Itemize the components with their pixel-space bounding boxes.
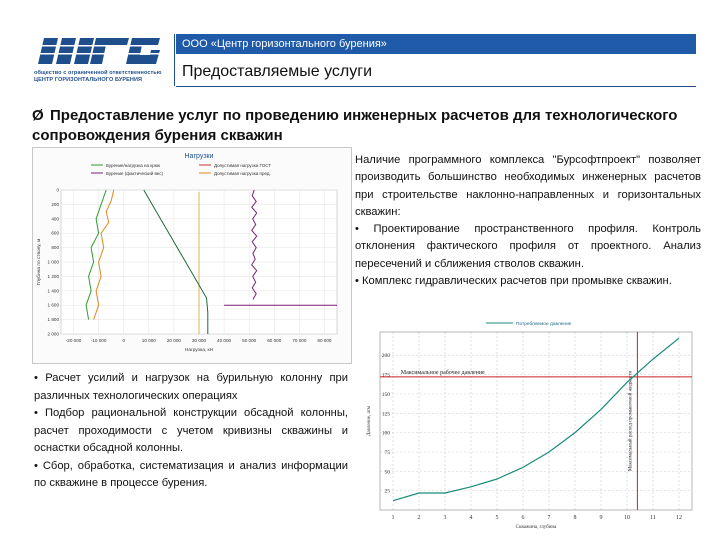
x-tick-label: 60 000 xyxy=(267,338,282,343)
y-tick-label: 2 000 xyxy=(47,331,59,337)
y-tick-label: 1 000 xyxy=(47,259,59,265)
x-tick-label: -10 000 xyxy=(90,338,107,343)
y-tick-label: 75 xyxy=(384,449,390,456)
logo-subtitle-line2: ЦЕНТР ГОРИЗОНТАЛЬНОГО БУРЕНИЯ xyxy=(34,76,143,83)
bullet-hydraulics: • Комплекс гидравлических расчетов при промывке скважин. xyxy=(355,275,672,288)
y-tick-label: 50 xyxy=(384,469,390,476)
x-tick-label: 50 000 xyxy=(242,338,257,343)
x-tick-label: 11 xyxy=(650,515,656,521)
bullet-load-calc: • Расчет усилий и нагрузок на бурильную колонну при различных технологических операциях xyxy=(34,372,348,402)
y-tick-label: 125 xyxy=(381,411,390,418)
page-subtitle: Предоставляемые услуги xyxy=(182,63,373,80)
x-tick-label: 20 000 xyxy=(166,338,181,343)
x-tick-label: 12 xyxy=(676,515,682,521)
x-tick-label: 70 000 xyxy=(292,338,307,343)
header-divider-vertical xyxy=(174,34,175,86)
y-tick-label: 200 xyxy=(51,201,59,207)
loads-chart-svg xyxy=(33,148,351,363)
y-tick-label: 200 xyxy=(381,353,390,360)
x-axis-label: Нагрузка, кН xyxy=(184,348,214,353)
x-tick-label: 80 000 xyxy=(317,338,332,343)
company-banner: ООО «Центр горизонтального бурения» xyxy=(176,34,696,54)
legend-label: Допустимая нагрузка пред. xyxy=(214,171,271,176)
x-tick-label: 10 000 xyxy=(141,338,156,343)
x-tick-label: 9 xyxy=(599,515,603,521)
y-tick-label: 175 xyxy=(381,372,390,379)
section-heading-text: Предоставление услуг по проведению инженерных расчетов для технологического сопровождения бурения скважин xyxy=(32,107,678,144)
x-tick-label: 3 xyxy=(443,515,447,521)
bullet-casing-selection: • Подбор рациональной конструкции обсадной колонны, расчет проходимости с учетом кривизны скважины и оснастки обсадной колонны. xyxy=(34,407,348,454)
software-intro: Наличие программного комплекса "Бурсофтпроект" позволяет производить большинство необходимых инженерных расчетов при строительстве наклонно-направленных и горизонтальных скважин: xyxy=(355,154,701,218)
pressure-chart-svg xyxy=(358,318,698,536)
x-tick-label: 0 xyxy=(122,338,126,343)
arrow-bullet-icon: Ø xyxy=(32,107,44,124)
bullet-profile-design: • Проектирование пространственного профиля. Контроль отклонения фактического профиля от проектного. Анализ пересечений и сближения стволов скважин. xyxy=(355,223,701,270)
y-tick-label: 1 200 xyxy=(47,273,59,279)
logo-subtitle xyxy=(34,70,162,83)
y-tick-label: 400 xyxy=(51,216,59,222)
legend-label: Допустимая нагрузка ГОСТ xyxy=(214,163,272,168)
company-logo xyxy=(34,36,162,90)
x-tick-label: 7 xyxy=(547,515,551,521)
services-list xyxy=(34,370,348,493)
pressure-chart xyxy=(358,318,698,536)
x-axis-label: Скважина, глубина xyxy=(515,525,557,530)
max-pressure-label: Максимальное рабочее давление xyxy=(400,369,485,376)
logo-subtitle-line1: общество с ограниченной ответственностью xyxy=(34,70,162,76)
software-description xyxy=(355,152,701,290)
chart-title: Нагрузки xyxy=(184,153,214,160)
y-tick-label: 600 xyxy=(51,230,59,236)
y-tick-label: 0 xyxy=(56,187,59,193)
x-tick-label: 40 000 xyxy=(217,338,232,343)
x-tick-label: 6 xyxy=(521,515,525,521)
y-axis-label: Глубина по стволу, м xyxy=(37,238,42,286)
x-tick-label: -20 000 xyxy=(65,338,82,343)
legend-label: Бурение/нагрузка на крюк xyxy=(106,163,161,168)
x-tick-label: 5 xyxy=(495,515,499,521)
x-tick-label: 30 000 xyxy=(191,338,207,343)
x-tick-label: 10 xyxy=(624,515,630,521)
y-tick-label: 800 xyxy=(51,245,59,251)
plot-area xyxy=(380,332,692,510)
y-tick-label: 1 800 xyxy=(47,317,59,323)
loads-chart xyxy=(32,147,352,364)
x-tick-label: 8 xyxy=(573,515,577,521)
x-tick-label: 4 xyxy=(469,515,473,521)
x-tick-label: 1 xyxy=(391,515,395,521)
y-tick-label: 100 xyxy=(381,430,390,437)
logo-mark-icon xyxy=(34,36,162,66)
y-axis-label: Давление, атм xyxy=(367,405,372,437)
max-flow-label: Максимальный расход промывочной жидкости xyxy=(628,370,634,472)
bullet-data-analysis: • Сбор, обработка, систематизация и анализ информации по скважине в процессе бурения. xyxy=(34,459,348,489)
y-tick-label: 25 xyxy=(384,488,390,495)
y-tick-label: 1 400 xyxy=(47,288,59,294)
legend-label: Потребляемое давление xyxy=(516,322,572,327)
y-tick-label: 150 xyxy=(381,391,390,398)
y-tick-label: 1 600 xyxy=(47,302,59,308)
legend-label: Бурение (фактический вес) xyxy=(106,171,164,176)
header-divider xyxy=(176,86,696,87)
x-tick-label: 2 xyxy=(417,515,421,521)
section-heading xyxy=(32,106,692,146)
